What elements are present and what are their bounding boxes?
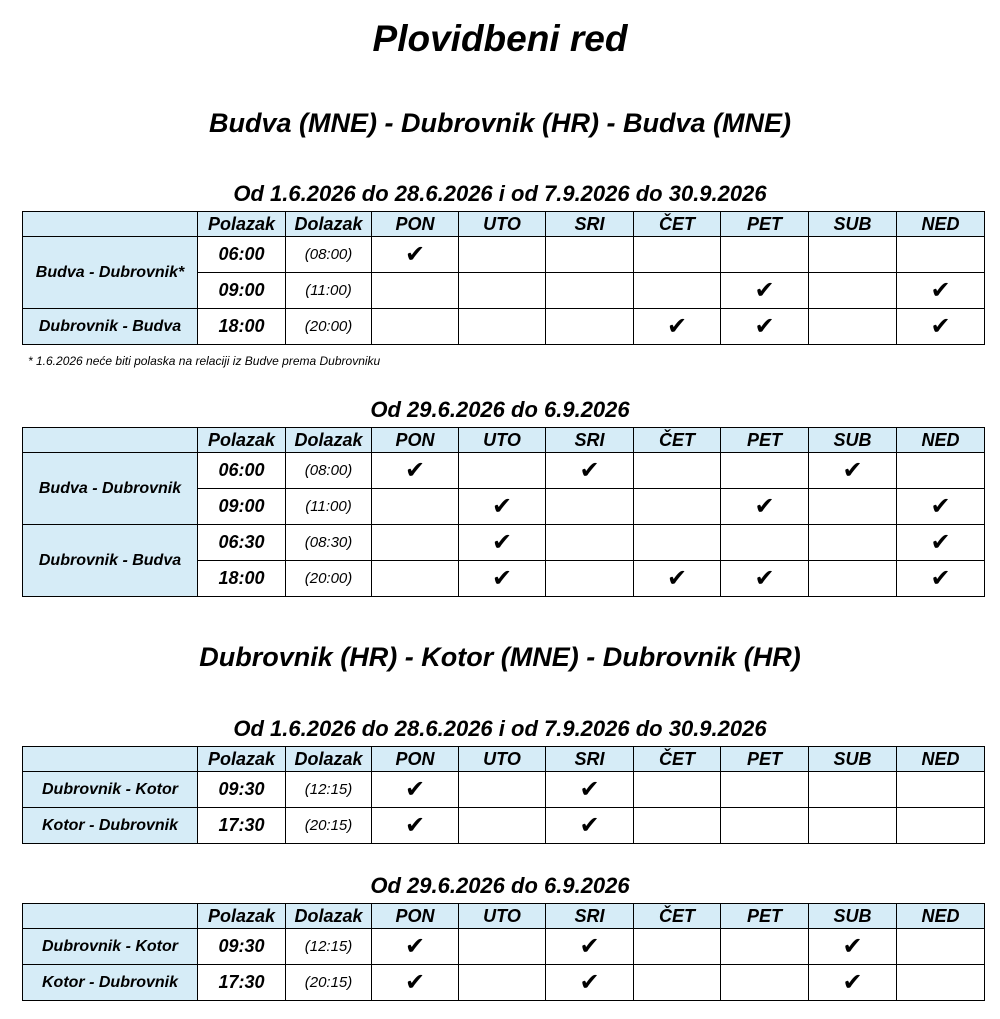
header-day: NED [897,212,985,237]
table-row [23,525,985,561]
header-day: ČET [634,428,721,453]
check-icon: ✔ [372,929,459,965]
empty-day-cell [459,273,546,309]
departure-time: 09:30 [198,929,286,965]
header-departure: Polazak [198,904,286,929]
empty-day-cell [459,772,546,808]
header-day: PET [721,428,809,453]
route-name: Kotor - Dubrovnik [23,808,198,844]
header-day: PON [372,212,459,237]
empty-day-cell [459,965,546,1001]
departure-time: 17:30 [198,808,286,844]
departure-time: 09:00 [198,489,286,525]
timetable-dubrovnik-kotor-preseason [22,746,985,844]
header-arrival: Dolazak [286,904,372,929]
departure-time: 18:00 [198,309,286,345]
table-row [23,929,985,965]
check-icon: ✔ [897,489,985,525]
header-day: SUB [809,428,897,453]
check-icon: ✔ [721,489,809,525]
header-departure: Polazak [198,212,286,237]
arrival-time: (20:15) [286,965,372,1001]
header-day: NED [897,747,985,772]
header-day: PON [372,747,459,772]
check-icon: ✔ [546,929,634,965]
empty-day-cell [372,525,459,561]
header-arrival: Dolazak [286,747,372,772]
header-day: ČET [634,212,721,237]
route-name: Dubrovnik - Budva [23,309,198,345]
check-icon: ✔ [372,965,459,1001]
empty-day-cell [372,489,459,525]
empty-day-cell [634,273,721,309]
route-name: Budva - Dubrovnik* [23,237,198,309]
empty-day-cell [721,525,809,561]
empty-day-cell [546,525,634,561]
check-icon: ✔ [372,453,459,489]
check-icon: ✔ [372,808,459,844]
header-day: UTO [459,212,546,237]
period-title: Od 29.6.2026 do 6.9.2026 [370,873,630,898]
header-departure: Polazak [198,747,286,772]
header-day: PET [721,212,809,237]
arrival-time: (11:00) [286,273,372,309]
check-icon: ✔ [809,965,897,1001]
header-day: ČET [634,904,721,929]
check-icon: ✔ [809,929,897,965]
departure-time: 06:30 [198,525,286,561]
empty-day-cell [721,453,809,489]
empty-day-cell [809,772,897,808]
empty-day-cell [546,309,634,345]
empty-day-cell [721,965,809,1001]
arrival-time: (20:15) [286,808,372,844]
header-blank [23,747,198,772]
empty-day-cell [809,525,897,561]
empty-day-cell [634,489,721,525]
check-icon: ✔ [897,525,985,561]
header-blank [23,428,198,453]
empty-day-cell [721,237,809,273]
departure-time: 09:00 [198,273,286,309]
header-blank [23,904,198,929]
empty-day-cell [372,309,459,345]
empty-day-cell [634,525,721,561]
check-icon: ✔ [721,561,809,597]
route-name: Dubrovnik - Budva [23,525,198,597]
header-row [23,747,985,772]
arrival-time: (11:00) [286,489,372,525]
departure-time: 18:00 [198,561,286,597]
empty-day-cell [634,237,721,273]
check-icon: ✔ [897,273,985,309]
header-departure: Polazak [198,428,286,453]
empty-day-cell [897,237,985,273]
empty-day-cell [372,273,459,309]
arrival-time: (12:15) [286,929,372,965]
table-row [23,309,985,345]
timetable-budva-dubrovnik-preseason [22,211,985,345]
empty-day-cell [809,489,897,525]
header-day: PON [372,428,459,453]
header-row [23,904,985,929]
header-day: UTO [459,904,546,929]
check-icon: ✔ [372,772,459,808]
route-title-dubrovnik-kotor: Dubrovnik (HR) - Kotor (MNE) - Dubrovnik (HR) [199,642,801,672]
empty-day-cell [634,965,721,1001]
arrival-time: (20:00) [286,309,372,345]
timetable-dubrovnik-kotor-season [22,903,985,1001]
check-icon: ✔ [546,808,634,844]
header-row [23,212,985,237]
check-icon: ✔ [809,453,897,489]
header-day: PON [372,904,459,929]
header-day: PET [721,904,809,929]
check-icon: ✔ [459,525,546,561]
table-row [23,453,985,489]
period-title: Od 29.6.2026 do 6.9.2026 [370,397,630,422]
header-day: UTO [459,428,546,453]
check-icon: ✔ [372,237,459,273]
check-icon: ✔ [459,489,546,525]
empty-day-cell [546,489,634,525]
table-row [23,965,985,1001]
departure-time: 09:30 [198,772,286,808]
empty-day-cell [809,808,897,844]
departure-time: 06:00 [198,453,286,489]
empty-day-cell [721,772,809,808]
check-icon: ✔ [721,273,809,309]
header-day: NED [897,428,985,453]
arrival-time: (12:15) [286,772,372,808]
check-icon: ✔ [897,309,985,345]
check-icon: ✔ [721,309,809,345]
check-icon: ✔ [897,561,985,597]
footnote: * 1.6.2026 neće biti polaska na relaciji iz Budve prema Dubrovniku [28,354,381,368]
empty-day-cell [809,273,897,309]
empty-day-cell [809,237,897,273]
empty-day-cell [897,965,985,1001]
header-day: SRI [546,428,634,453]
route-name: Budva - Dubrovnik [23,453,198,525]
header-day: SRI [546,904,634,929]
period-title: Od 1.6.2026 do 28.6.2026 i od 7.9.2026 do 30.9.2026 [233,716,767,741]
empty-day-cell [459,808,546,844]
table-row [23,772,985,808]
empty-day-cell [459,453,546,489]
empty-day-cell [546,273,634,309]
empty-day-cell [897,453,985,489]
check-icon: ✔ [634,561,721,597]
departure-time: 06:00 [198,237,286,273]
empty-day-cell [546,237,634,273]
header-day: NED [897,904,985,929]
empty-day-cell [721,808,809,844]
header-row [23,428,985,453]
empty-day-cell [634,808,721,844]
arrival-time: (20:00) [286,561,372,597]
route-title-budva-dubrovnik: Budva (MNE) - Dubrovnik (HR) - Budva (MNE) [209,108,791,138]
empty-day-cell [809,309,897,345]
empty-day-cell [546,561,634,597]
header-arrival: Dolazak [286,428,372,453]
arrival-time: (08:00) [286,237,372,273]
header-day: SUB [809,904,897,929]
arrival-time: (08:30) [286,525,372,561]
page-title: Plovidbeni red [372,18,628,59]
empty-day-cell [634,929,721,965]
empty-day-cell [372,561,459,597]
empty-day-cell [721,929,809,965]
empty-day-cell [459,237,546,273]
arrival-time: (08:00) [286,453,372,489]
check-icon: ✔ [546,772,634,808]
route-name: Dubrovnik - Kotor [23,929,198,965]
empty-day-cell [809,561,897,597]
table-row [23,237,985,273]
header-day: PET [721,747,809,772]
empty-day-cell [897,929,985,965]
table-row [23,808,985,844]
empty-day-cell [897,808,985,844]
empty-day-cell [459,309,546,345]
header-day: UTO [459,747,546,772]
empty-day-cell [459,929,546,965]
check-icon: ✔ [634,309,721,345]
check-icon: ✔ [546,453,634,489]
header-arrival: Dolazak [286,212,372,237]
header-day: ČET [634,747,721,772]
check-icon: ✔ [546,965,634,1001]
period-title: Od 1.6.2026 do 28.6.2026 i od 7.9.2026 do 30.9.2026 [233,181,767,206]
empty-day-cell [897,772,985,808]
route-name: Dubrovnik - Kotor [23,772,198,808]
timetable-budva-dubrovnik-season [22,427,985,597]
check-icon: ✔ [459,561,546,597]
header-day: SUB [809,747,897,772]
header-day: SUB [809,212,897,237]
empty-day-cell [634,772,721,808]
header-day: SRI [546,212,634,237]
route-name: Kotor - Dubrovnik [23,965,198,1001]
empty-day-cell [634,453,721,489]
departure-time: 17:30 [198,965,286,1001]
header-blank [23,212,198,237]
header-day: SRI [546,747,634,772]
